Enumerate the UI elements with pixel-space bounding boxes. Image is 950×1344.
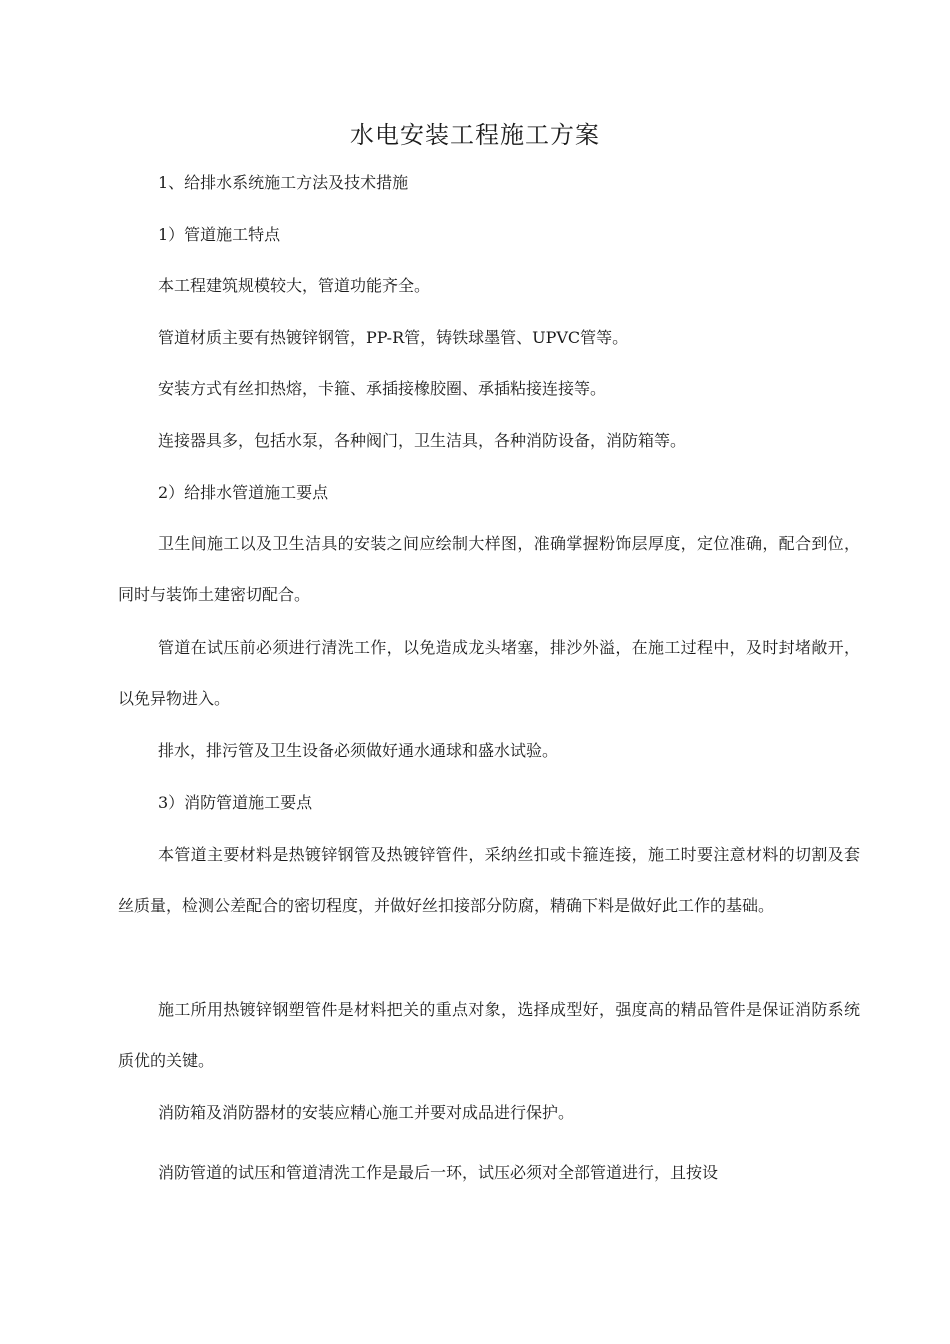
section-heading-1: 1、给排水系统施工方法及技术措施 <box>158 173 409 192</box>
paragraph: 消防箱及消防器材的安装应精心施工并要对成品进行保护。 <box>158 1103 575 1122</box>
paragraph: 本管道主要材料是热镀锌钢管及热镀锌管件，采纳丝扣或卡箍连接，施工时要注意材料的切割及套丝质量，检测公差配合的密切程度，并做好丝扣接部分防腐，精确下料是做好此工作的基础。 <box>118 845 860 915</box>
paragraph: 卫生间施工以及卫生洁具的安装之间应绘制大样图，准确掌握粉饰层厚度，定位准确，配合到位，同时与装饰土建密切配合。 <box>118 534 860 604</box>
paragraph: 管道在试压前必须进行清洗工作，以免造成龙头堵塞，排沙外溢，在施工过程中，及时封堵敞开，以免异物进入。 <box>118 638 860 708</box>
paragraph: 消防管道的试压和管道清洗工作是最后一环，试压必须对全部管道进行，且按设 <box>158 1163 719 1182</box>
subsection-heading-2: 2）给排水管道施工要点 <box>158 483 329 502</box>
paragraph: 排水，排污管及卫生设备必须做好通水通球和盛水试验。 <box>158 741 559 760</box>
paragraph: 本工程建筑规模较大，管道功能齐全。 <box>158 276 431 295</box>
paragraph: 管道材质主要有热镀锌钢管，PP-R管，铸铁球墨管、UPVC管等。 <box>158 328 629 347</box>
document-title: 水电安装工程施工方案 <box>350 121 600 149</box>
paragraph: 连接器具多，包括水泵，各种阀门，卫生洁具，各种消防设备，消防箱等。 <box>158 431 687 450</box>
subsection-heading-3: 3）消防管道施工要点 <box>158 793 313 812</box>
subsection-heading-1: 1）管道施工特点 <box>158 225 281 244</box>
paragraph: 安装方式有丝扣热熔，卡箍、承插接橡胶圈、承插粘接连接等。 <box>158 379 607 398</box>
paragraph: 施工所用热镀锌钢塑管件是材料把关的重点对象，选择成型好，强度高的精品管件是保证消防系统质优的关键。 <box>118 1000 860 1070</box>
